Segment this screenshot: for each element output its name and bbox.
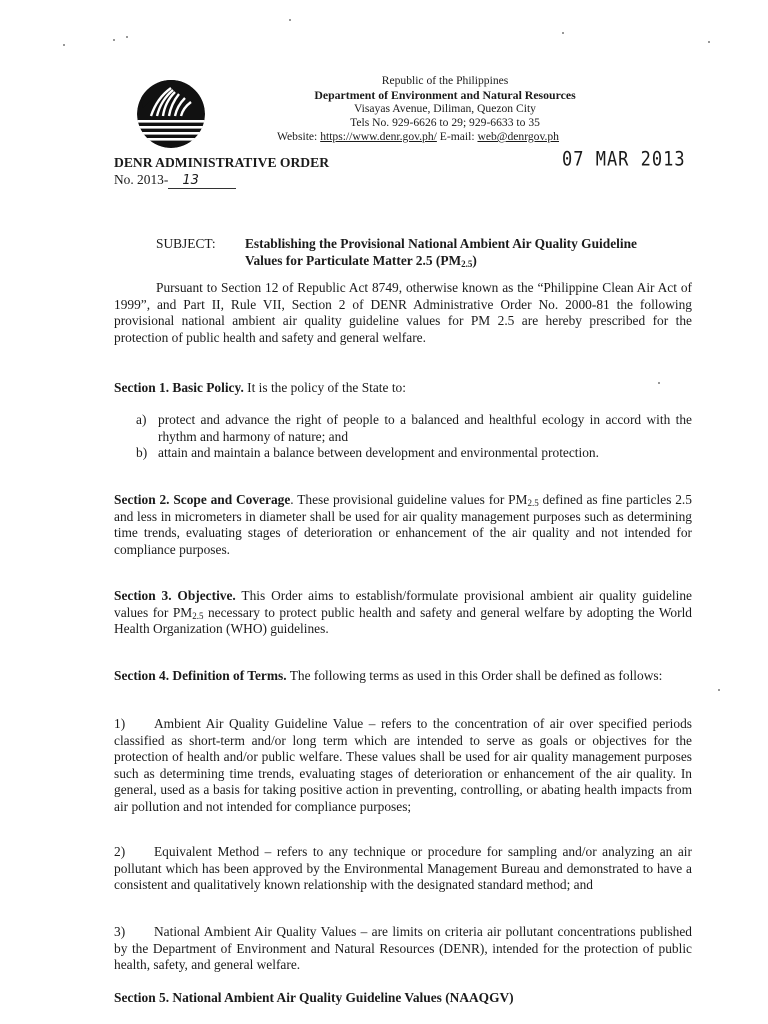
scan-speck [708, 41, 710, 43]
scan-speck [562, 32, 564, 34]
section-3: Section 3. Objective. This Order aims to establish/formulate provisional ambient air quality guideline values for $PM_{2.5}$ necessary to protect public health and safety and general welfare by adopting the World Health Organization (WHO) guidelines. [114, 588, 692, 636]
order-number-prefix: No. 2013- [114, 172, 169, 187]
letterhead-country: Republic of the Philippines [381, 74, 509, 87]
definition-2: 2) Equivalent Method – refers to any technique or procedure for sampling and/or analyzing an air pollutant which has been approved by the Environmental Management Bureau and demonstrated to have a consistent and qualitatively known relationship with the designated standard method; and [114, 844, 692, 892]
letterhead-telephone: Tels No. 929-6626 to 29; 929-6633 to 35 [350, 116, 540, 129]
scan-speck [126, 36, 128, 38]
list-item: a) protect and advance the right of people to a balanced and healthful ecology in accord with the rhythm and harmony of nature; and [136, 412, 692, 444]
date-stamp: 07 MAR 2013 [562, 148, 686, 171]
section-1 [114, 380, 692, 397]
definition-1: 1) Ambient Air Quality Guideline Value – refers to the concentration of air over specified periods classified as short-term and/or long term which are intended to serve as goals or objectives for the protection of health and/or public welfare. These values shall be used for air quality management purposes such as determining time trends, evaluating stages of deterioration or enhancement of the air quality. In general, used as a basis for taking positive action in preventing, controlling, or abating health impacts from air pollution and not intended for compliance purposes; [114, 716, 692, 814]
subject-line-2: Values for Particulate Matter 2.5 $(PM_{2.5})$ [245, 252, 477, 269]
section-2-heading: Section 2. Scope and Coverage [114, 492, 291, 507]
denr-logo [135, 78, 207, 150]
section-2: Section 2. Scope and Coverage. These provisional guideline values for $PM_{2.5}$ defined as fine particles 2.5 and less in micrometers in diameter shall be used for air quality management purposes such as determining time trends, evaluating stages of deterioration or enhancement of the air quality and not intended for compliance purposes. [114, 492, 692, 557]
order-number-handwritten: 13 [168, 173, 236, 189]
section-3-heading: Section 3. Objective. [114, 588, 236, 603]
intro-paragraph: Pursuant to Section 12 of Republic Act 8749, otherwise known as the “Philippine Clean Air Act of 1999”, and Part II, Rule VII, Section 2 of DENR Administrative Order No. 2000-81 the following provisional national ambient air quality guideline values for PM 2.5 are hereby prescribed for the protection of public health and safety and general welfare. [114, 280, 692, 345]
scan-speck [113, 39, 115, 41]
order-number [114, 172, 236, 189]
order-title: DENR ADMINISTRATIVE ORDER [114, 155, 330, 170]
letterhead-department: Department of Environment and Natural Resources [314, 88, 576, 102]
subject-label: SUBJECT: [156, 236, 216, 251]
email-label: E-mail: [439, 130, 475, 143]
letterhead-address: Visayas Avenue, Diliman, Quezon City [354, 102, 536, 115]
email-link[interactable]: web@denrgov.ph [477, 130, 559, 143]
letterhead-contacts [255, 130, 635, 144]
section-4 [114, 668, 692, 685]
scan-speck [289, 19, 291, 21]
section-1-list [136, 412, 692, 462]
section-1-heading: Section 1. Basic Policy. [114, 380, 244, 395]
denr-logo-icon [135, 78, 207, 150]
website-link[interactable]: https://www.denr.gov.ph/ [320, 130, 437, 143]
subject-line-1: Establishing the Provisional National Ambient Air Quality Guideline [245, 236, 637, 251]
website-label: Website: [277, 130, 318, 143]
section-1-text: It is the policy of the State to: [243, 380, 406, 395]
section-4-heading: Section 4. Definition of Terms. [114, 668, 287, 683]
scan-speck [718, 689, 720, 691]
definition-3: 3) National Ambient Air Quality Values – are limits on criteria air pollutant concentrations published by the Department of Environment and Natural Resources (DENR), intended for the protection of public health, safety, and general welfare. [114, 924, 692, 972]
letterhead [255, 74, 635, 144]
list-item: b) attain and maintain a balance between development and environmental protection. [136, 445, 599, 460]
scan-speck [63, 44, 65, 46]
subject-title [245, 236, 637, 269]
section-4-text: The following terms as used in this Order shall be defined as follows: [286, 668, 663, 683]
section-5-heading: Section 5. National Ambient Air Quality Guideline Values (NAAQGV) [114, 990, 514, 1005]
